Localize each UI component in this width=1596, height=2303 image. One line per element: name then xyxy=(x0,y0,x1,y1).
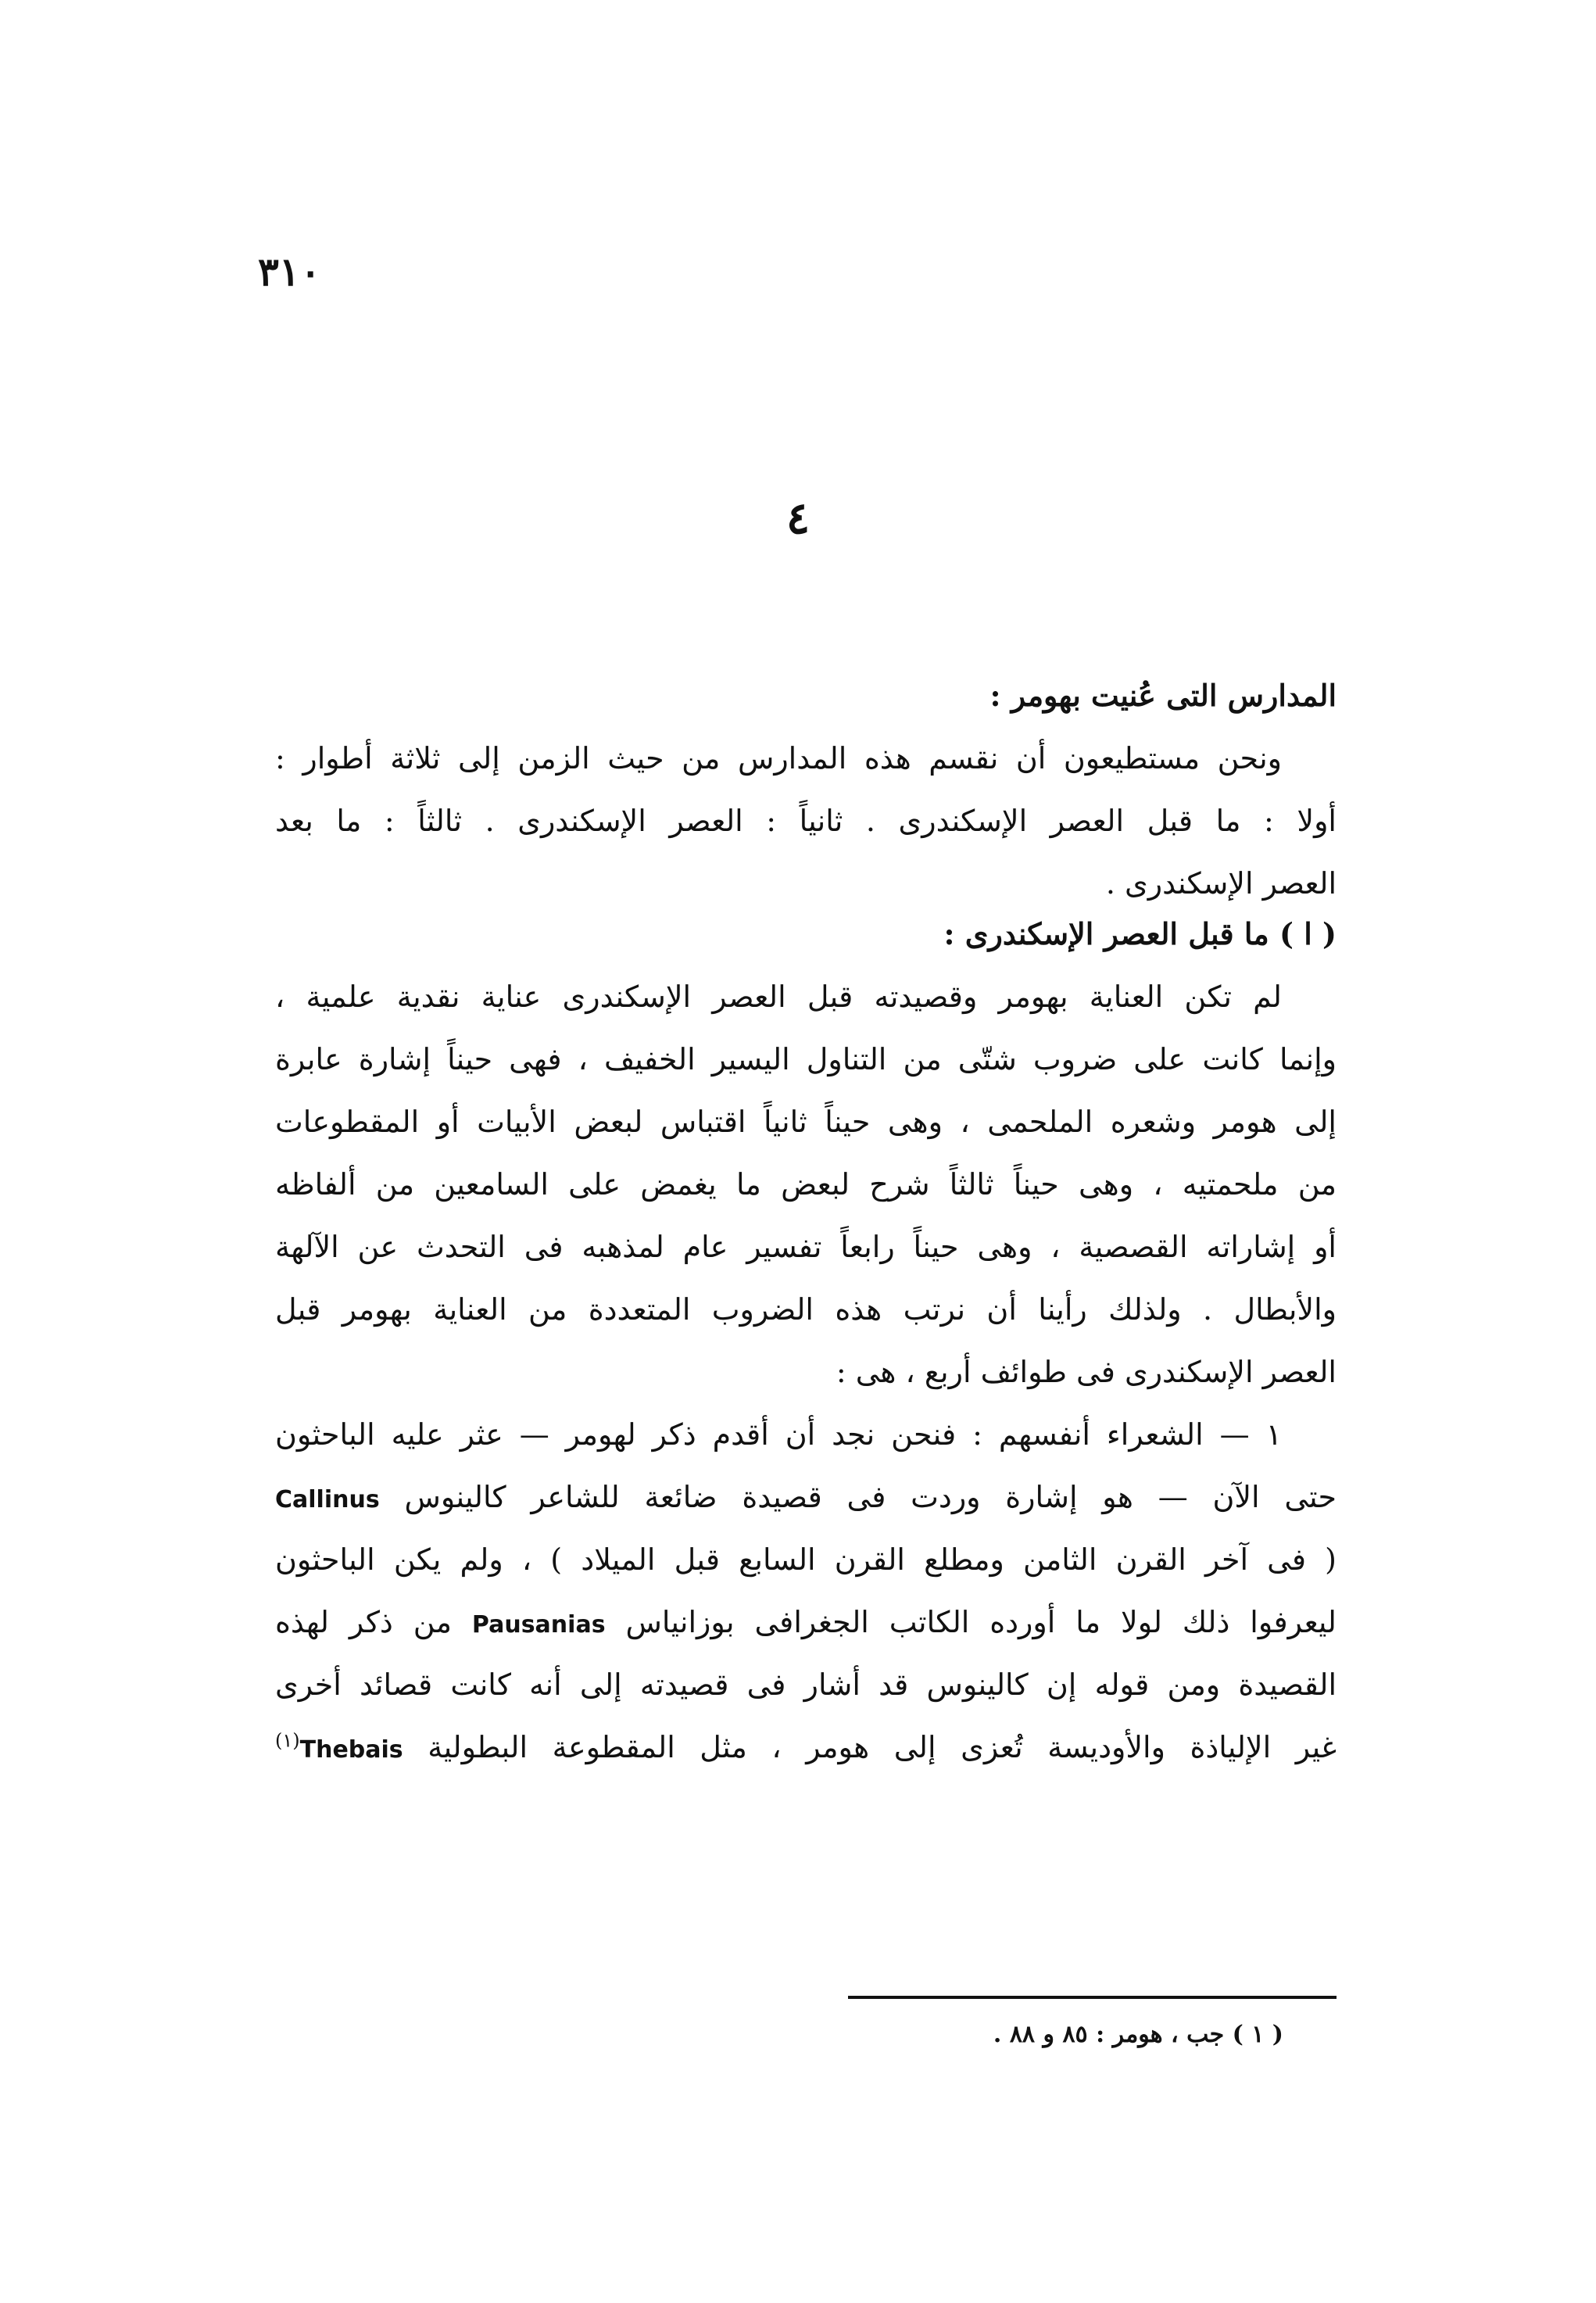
body-line-1: لم تكن العناية بهومر وقصيدته قبل العصر الإسكندرى عناية نقدية علمية ، xyxy=(275,980,1282,1014)
body-line-3: إلى هومر وشعره الملحمى ، وهى حيناً ثانياً اقتباس لبعض الأبيات أو المقطوعات xyxy=(275,1105,1337,1139)
section-number: ٤ xyxy=(785,492,811,544)
intro-line-3: العصر الإسكندرى . xyxy=(1105,866,1337,901)
item-1-line-4-text-a: ليعرفوا ذلك لولا ما أورده الكاتب الجغرافى بوزانياس xyxy=(625,1605,1337,1639)
item-1-line-2-text: حتى الآن — هو إشارة وردت فى قصيدة ضائعة للشاعر كالينوس xyxy=(404,1480,1337,1514)
page-number: ٣١٠ xyxy=(258,249,321,295)
footnote: ( ١ ) جب ، هومر : ٨٥ و ٨٨ . xyxy=(993,2021,1283,2048)
item-1-line-1: ١ — الشعراء أنفسهم : فنحن نجد أن أقدم ذكر لهومر — عثر عليه الباحثون xyxy=(275,1417,1282,1452)
subsection-heading: ( ا ) ما قبل العصر الإسكندرى : xyxy=(943,916,1337,951)
item-1-line-3: ( فى آخر القرن الثامن ومطلع القرن السابع قبل الميلاد ) ، ولم يكن الباحثون xyxy=(275,1542,1337,1577)
body-line-5: أو إشاراته القصصية ، وهى حيناً رابعاً تفسير عام لمذهبه فى التحدث عن الآلهة xyxy=(275,1230,1337,1264)
item-1-line-5: القصيدة ومن قوله إن كالينوس قد أشار فى قصيدته إلى أنه كانت قصائد أخرى xyxy=(275,1667,1337,1702)
intro-line-1: ونحن مستطيعون أن نقسم هذه المدارس من حيث الزمن إلى ثلاثة أطوار : xyxy=(275,741,1282,775)
item-1-line-4-text-b: من ذكر لهذه xyxy=(275,1605,453,1639)
item-1-line-2 xyxy=(275,1466,1337,1528)
intro-line-2: أولا : ما قبل العصر الإسكندرى . ثانياً : العصر الإسكندرى . ثالثاً : ما بعد xyxy=(275,804,1337,838)
body-line-6: والأبطال . ولذلك رأينا أن نرتب هذه الضروب المتعددة من العناية بهومر قبل xyxy=(275,1292,1337,1327)
footnote-reference: (١) xyxy=(275,1729,300,1752)
item-1-line-4 xyxy=(275,1591,1337,1653)
footnote-divider xyxy=(848,1996,1337,1999)
latin-name-pausanias: Pausanias xyxy=(471,1611,606,1639)
latin-name-callinus: Callinus xyxy=(275,1486,380,1513)
main-text xyxy=(275,664,1337,915)
section-heading: المدارس التى عُنيت بهومر : xyxy=(989,678,1337,713)
body-line-7: العصر الإسكندرى فى طوائف أربع ، هى : xyxy=(836,1355,1337,1389)
item-1-line-6 xyxy=(275,1716,1337,1778)
subsection-text xyxy=(275,903,1337,1778)
latin-name-thebais: Thebais xyxy=(299,1736,403,1764)
item-1-line-6-text: غير الإلياذة والأوديسة تُعزى إلى هومر ، مثل المقطوعة البطولية xyxy=(428,1730,1337,1764)
body-line-2: وإنما كانت على ضروب شتّى من التناول اليسير الخفيف ، فهى حيناً إشارة عابرة xyxy=(275,1042,1337,1076)
body-line-4: من ملحمتيه ، وهى حيناً ثالثاً شرح لبعض ما يغمض على السامعين من ألفاظه xyxy=(275,1167,1337,1202)
